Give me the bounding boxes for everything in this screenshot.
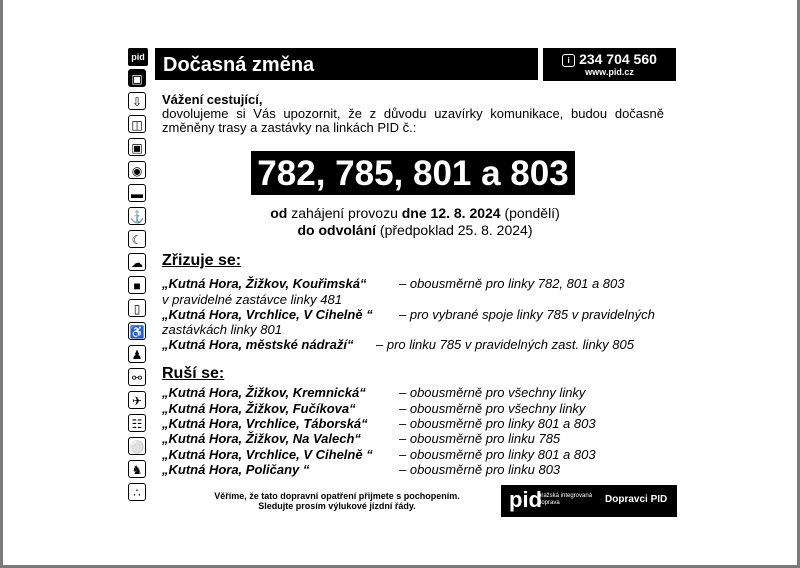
list-item: „Kutná Hora, Žižkov, Na Valech“ [162,431,361,446]
phone-icon: ▯ [128,299,146,317]
bus-icon: ▣ [128,69,146,87]
affected-lines: 782, 785, 801 a 803 [251,151,575,195]
list-item-note: – obousměrně pro linky 782, 801 a 803 [399,276,625,291]
stroller-icon: ⚯ [128,368,146,386]
tram-icon: ⇩ [128,92,146,110]
list-item-note: – obousměrně pro linky 801 a 803 [399,447,596,462]
metro-icon: ◫ [128,115,146,133]
heading-established: Zřizuje se: [162,252,242,269]
list-item-note: – obousměrně pro všechny linky [399,385,586,400]
anchor-icon: ⚓ [128,207,146,225]
validity-until: do odvolání (předpoklad 25. 8. 2024) [297,222,533,238]
ticket-icon: ▬ [128,184,146,202]
list-item: „Kutná Hora, Žižkov, Fučíkova“ [162,401,356,416]
heading-cancelled: Ruší se: [162,365,225,382]
contact-box [543,48,676,81]
info-icon: ■ [128,276,146,294]
list-item-note: – obousměrně pro linku 803 [399,462,561,477]
family-icon: ♟ [128,345,146,363]
wheelchair-icon: ♿ [128,322,146,340]
phone-number: 234 704 560 [579,51,657,67]
dog-icon: ♞ [128,460,146,478]
info-phone-icon: i [562,54,575,67]
list-item: „Kutná Hora, Poličany “ [162,462,310,477]
sidebar-icons [128,48,150,506]
timetable-icon: ☷ [128,414,146,432]
pid-logo: pid [509,487,542,512]
intro-text: dovolujeme si Vás upozornit, že z důvodu uzavírky komunikace, budou dočasně změněny trasy a zastávky na linkách PID č.: [162,106,664,135]
list-item-note: – obousměrně pro linky 801 a 803 [399,416,596,431]
list-item-cont: v pravidelné zastávce linky 481 [162,292,342,307]
walk-icon: ∴ [128,483,146,501]
ferry-icon: ◉ [128,161,146,179]
validity-from: od zahájení provozu dne 12. 8. 2024 (pondělí) [270,205,560,221]
window-border-left [0,0,3,568]
list-item: „Kutná Hora, Žižkov, Kouřimská“ [162,276,367,291]
funicular-icon: ☁ [128,253,146,271]
pid-logo-small: pid [128,48,148,66]
list-item-note: – pro vybrané spoje linky 785 v pravidelných [399,307,655,322]
list-item-cont: zastávkách linky 801 [162,322,282,337]
list-item: „Kutná Hora, Vrchlice, Táborská“ [162,416,368,431]
bike-icon: ⚪ [128,437,146,455]
operators-label: Dopravci PID [605,494,668,505]
list-item-note: – obousměrně pro všechny linky [399,401,586,416]
list-item: „Kutná Hora, Vrchlice, V Cihelně “ [162,447,373,462]
website: www.pid.cz [585,67,634,77]
train-icon: ▣ [128,138,146,156]
night-icon: ☾ [128,230,146,248]
greeting: Vážení cestující, [162,92,263,107]
plane-icon: ✈ [128,391,146,409]
list-item: „Kutná Hora, městské nádraží“ [162,337,354,352]
footer-message: Věříme, že tato dopravní opatření přijmete s pochopením. Sledujte prosím výlukové jízdní řády. [214,491,460,511]
pid-footer-logo [501,485,677,517]
list-item: „Kutná Hora, Vrchlice, V Cihelně “ [162,307,373,322]
pid-logo-subtitle: pražská integrovaná doprava [538,493,593,506]
list-item-note: – pro linku 785 v pravidelných zast. linky 805 [376,337,634,352]
list-item: „Kutná Hora, Žižkov, Kremnická“ [162,385,366,400]
list-item-note: – obousměrně pro linku 785 [399,431,561,446]
page-title: Dočasná změna [155,48,538,80]
